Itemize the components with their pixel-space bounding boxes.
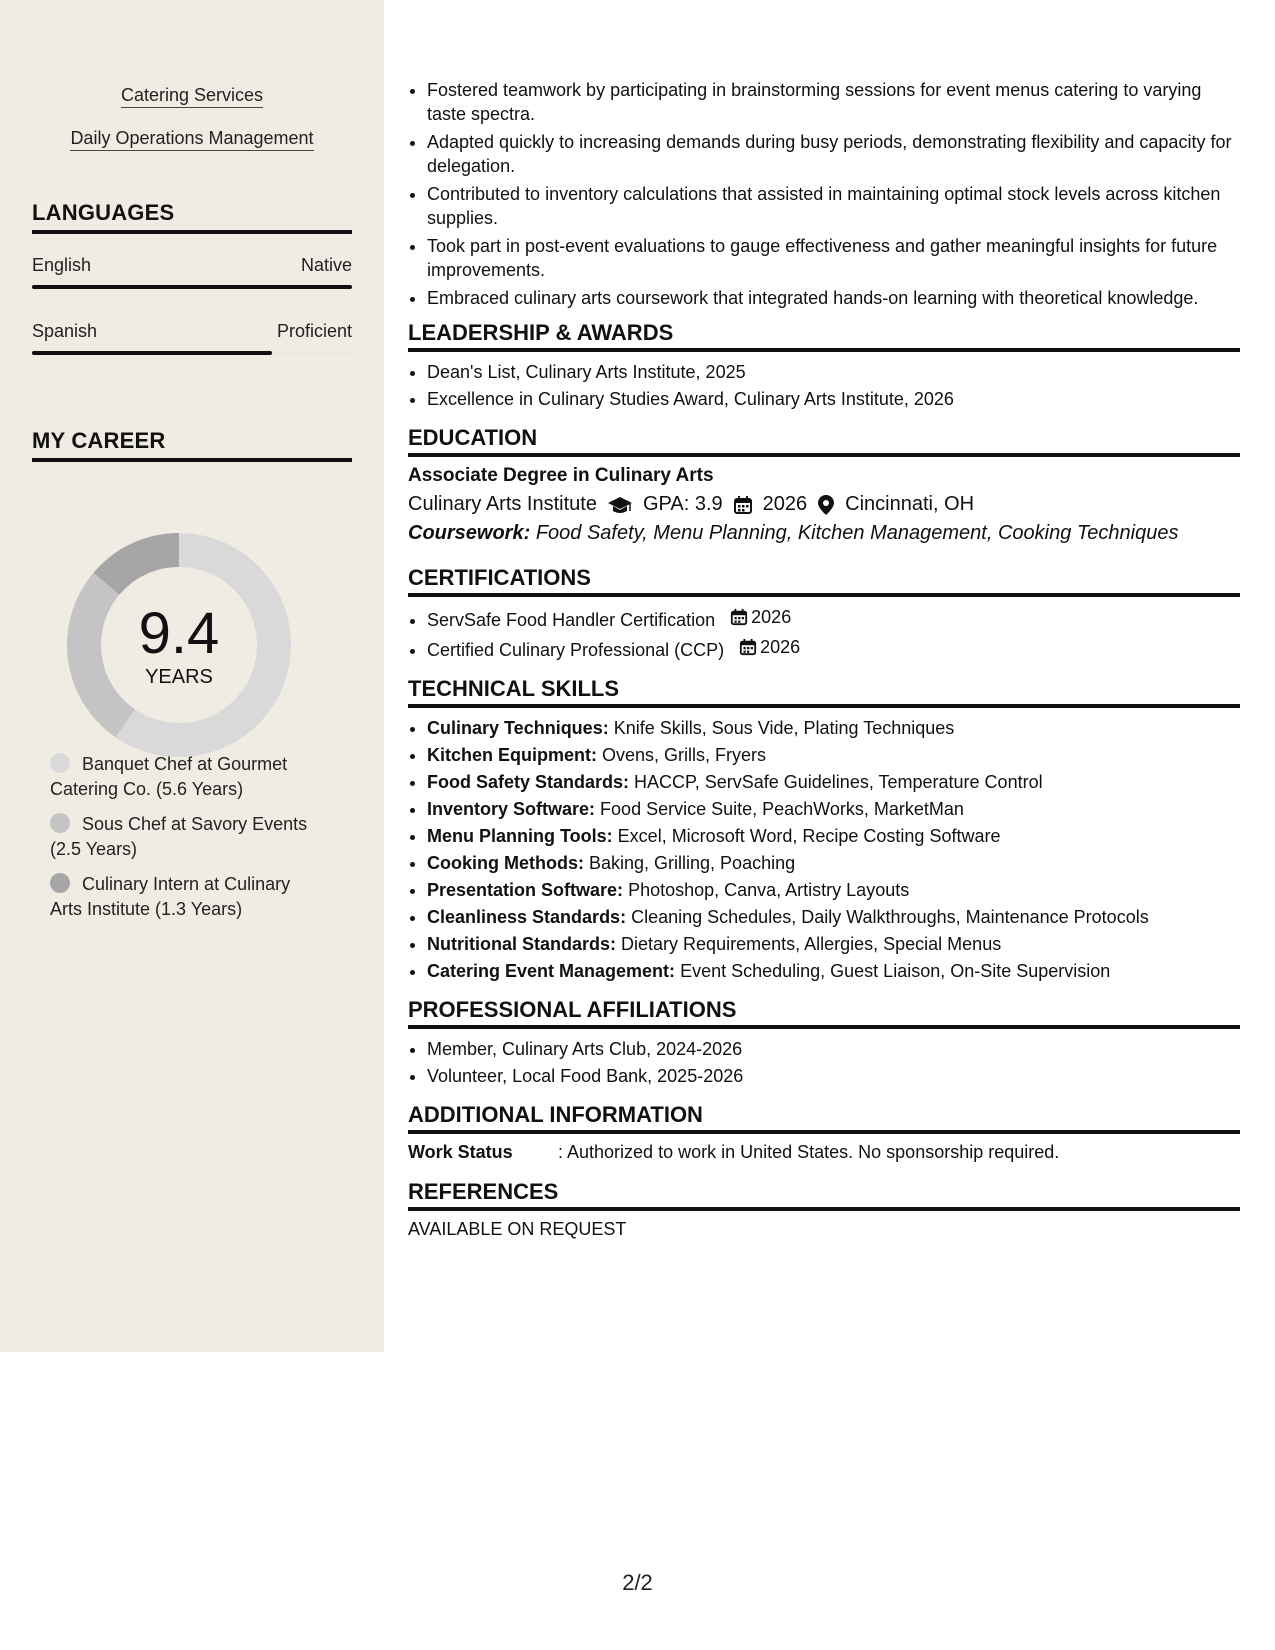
work-status-value: : Authorized to work in United States. No sponsorship required. (558, 1142, 1060, 1162)
language-row-spanish (32, 321, 352, 342)
certification-name: Certified Culinary Professional (CCP) (427, 640, 725, 660)
skill-label: Catering Services (121, 85, 263, 108)
career-donut-chart (64, 530, 294, 760)
certification-year: 2026 (751, 607, 792, 627)
skill-category: Cleanliness Standards: (427, 907, 627, 927)
coursework-label: Coursework: (408, 522, 531, 544)
skill-label: Daily Operations Management (70, 128, 313, 151)
work-status-row (408, 1142, 1240, 1163)
skill-category: Inventory Software: (427, 799, 596, 819)
list-item (427, 932, 1240, 956)
list-item: • Embraced culinary arts coursework that integrated hands-on learning with theoretical knowledge. (427, 286, 1240, 310)
certifications-list (408, 605, 1240, 662)
list-item: • Dean's List, Culinary Arts Institute, 2025 (427, 360, 1240, 384)
education-details (408, 493, 1240, 516)
list-item (427, 635, 1240, 662)
list-item (427, 770, 1240, 794)
language-bar-spanish (32, 351, 352, 355)
list-item: • Fostered teamwork by participating in brainstorming sessions for event menus catering to varying taste spectra. (427, 78, 1240, 126)
references-text: AVAILABLE ON REQUEST (408, 1219, 627, 1239)
skill-values: Excel, Microsoft Word, Recipe Costing Software (617, 826, 1001, 846)
certification-year: 2026 (760, 637, 801, 657)
list-item (427, 905, 1240, 929)
list-item: • Adapted quickly to increasing demands during busy periods, demonstrating flexibility and capacity for delegation. (427, 130, 1240, 178)
language-bar-fill (32, 285, 352, 289)
skill-values: Cleaning Schedules, Daily Walkthroughs, Maintenance Protocols (631, 907, 1149, 927)
leadership-heading: LEADERSHIP & AWARDS (408, 320, 1240, 352)
certifications-heading: CERTIFICATIONS (408, 565, 1240, 597)
calendar-icon (739, 638, 757, 656)
calendar-icon (730, 608, 748, 626)
career-item (50, 812, 320, 862)
list-item (427, 959, 1240, 983)
skill-values: Photoshop, Canva, Artistry Layouts (628, 880, 910, 900)
language-name: English (32, 255, 92, 275)
language-bar-english (32, 285, 352, 289)
list-item (427, 851, 1240, 875)
references-heading: REFERENCES (408, 1179, 1240, 1211)
skill-category: Menu Planning Tools: (427, 826, 613, 846)
skill-category: Nutritional Standards: (427, 934, 617, 954)
sidebar (0, 0, 384, 1352)
list-item: • Member, Culinary Arts Club, 2024-2026 (427, 1037, 1240, 1061)
work-status-label: Work Status (408, 1142, 513, 1162)
main-content (408, 78, 1240, 1240)
skill-link-catering[interactable] (0, 85, 384, 106)
location-pin-icon (817, 494, 835, 516)
career-total-unit: YEARS (145, 666, 213, 688)
skill-values: Food Service Suite, PeachWorks, MarketMan (600, 799, 964, 819)
experience-bullets (408, 78, 1240, 310)
list-item (427, 743, 1240, 767)
list-item: • Contributed to inventory calculations that assisted in maintaining optimal stock levels across kitchen supplies. (427, 182, 1240, 230)
skill-values: HACCP, ServSafe Guidelines, Temperature Control (634, 772, 1043, 792)
certification-name: ServSafe Food Handler Certification (427, 610, 716, 630)
language-level: Proficient (276, 321, 352, 341)
list-item (427, 878, 1240, 902)
list-item: • Excellence in Culinary Studies Award, Culinary Arts Institute, 2026 (427, 387, 1240, 411)
list-item (427, 605, 1240, 632)
graduation-cap-icon (607, 495, 633, 515)
education-gpa: GPA: 3.9 (642, 493, 723, 515)
skill-link-daily-operations[interactable] (0, 128, 384, 149)
skill-values: Knife Skills, Sous Vide, Plating Techniques (613, 718, 955, 738)
career-dot-icon (50, 813, 70, 833)
career-item (50, 752, 320, 802)
career-item (50, 872, 320, 922)
skill-category: Culinary Techniques: (427, 718, 609, 738)
language-level: Native (300, 255, 352, 275)
career-heading: MY CAREER (32, 428, 352, 462)
list-item: • Volunteer, Local Food Bank, 2025-2026 (427, 1064, 1240, 1088)
education-location: Cincinnati, OH (845, 493, 975, 515)
affiliations-heading: PROFESSIONAL AFFILIATIONS (408, 997, 1240, 1029)
page-number: 2/2 (622, 1570, 653, 1595)
language-bar-fill (32, 351, 272, 355)
career-dot-icon (50, 753, 70, 773)
skill-category: Presentation Software: (427, 880, 624, 900)
skill-category: Cooking Methods: (427, 853, 584, 873)
education-school: Culinary Arts Institute (408, 493, 597, 515)
skill-values: Event Scheduling, Guest Liaison, On-Site Supervision (680, 961, 1111, 981)
career-dot-icon (50, 873, 70, 893)
skill-category: Kitchen Equipment: (427, 745, 597, 765)
education-year: 2026 (762, 493, 808, 515)
leadership-list (408, 360, 1240, 411)
certification-date (739, 635, 800, 659)
career-item-label: Banquet Chef at Gourmet Catering Co. (5.6 Years) (50, 754, 288, 799)
skill-category: Food Safety Standards: (427, 772, 630, 792)
skill-category: Catering Event Management: (427, 961, 676, 981)
list-item: • Took part in post-event evaluations to gauge effectiveness and gather meaningful insights for future improvements. (427, 234, 1240, 282)
coursework-value: Food Safety, Menu Planning, Kitchen Management, Cooking Techniques (535, 522, 1179, 544)
career-item-label: Sous Chef at Savory Events (2.5 Years) (50, 814, 308, 859)
technical-skills-list (408, 716, 1240, 983)
career-total-value: 9.4 (138, 601, 220, 666)
education-coursework (408, 522, 1240, 545)
career-item-label: Culinary Intern at Culinary Arts Institute (1.3 Years) (50, 874, 291, 919)
languages-heading: LANGUAGES (32, 200, 352, 234)
technical-skills-heading: TECHNICAL SKILLS (408, 676, 1240, 708)
certification-date (730, 605, 791, 629)
education-degree: Associate Degree in Culinary Arts (408, 465, 714, 486)
skill-values: Ovens, Grills, Fryers (602, 745, 767, 765)
list-item (427, 824, 1240, 848)
affiliations-list (408, 1037, 1240, 1088)
skill-values: Dietary Requirements, Allergies, Special Menus (621, 934, 1002, 954)
education-heading: EDUCATION (408, 425, 1240, 457)
calendar-icon (733, 495, 753, 515)
list-item (427, 797, 1240, 821)
skill-values: Baking, Grilling, Poaching (589, 853, 796, 873)
language-row-english (32, 255, 352, 276)
additional-info-heading: ADDITIONAL INFORMATION (408, 1102, 1240, 1134)
language-name: Spanish (32, 321, 98, 341)
list-item (427, 716, 1240, 740)
